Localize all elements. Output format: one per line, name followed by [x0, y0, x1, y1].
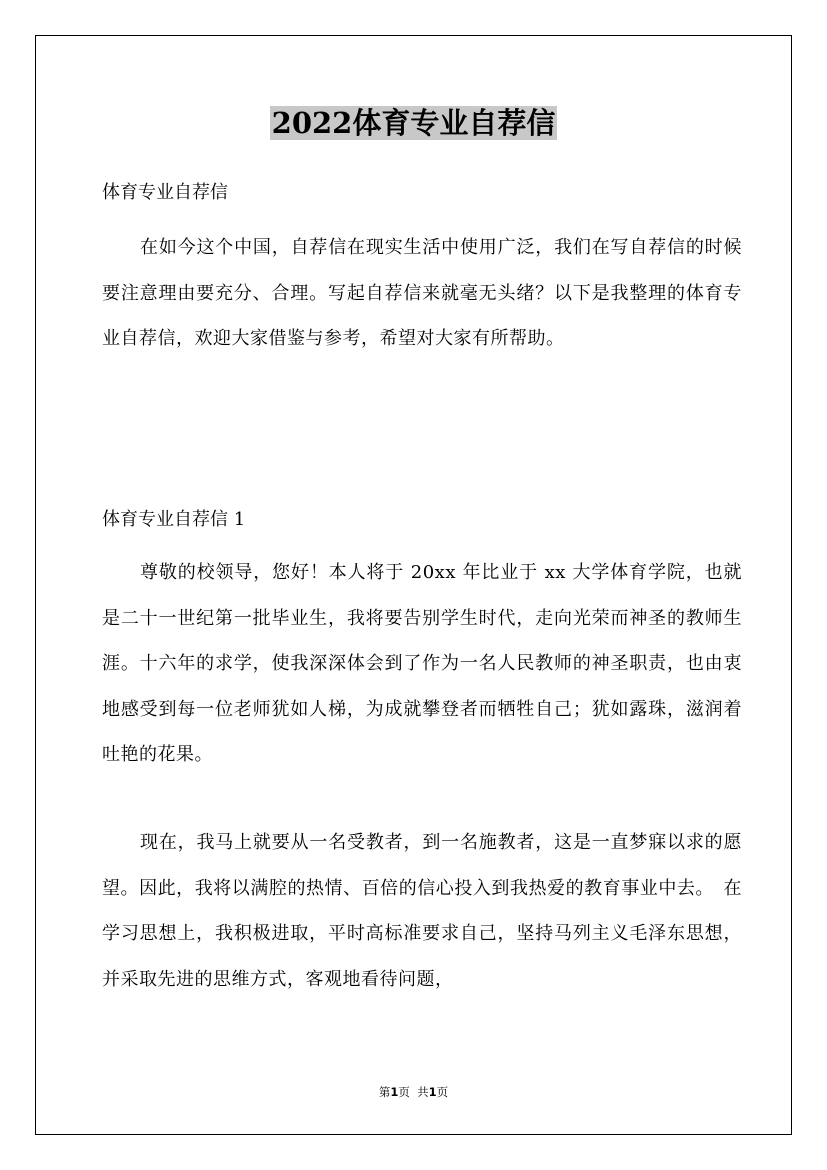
- body-paragraph-1: 尊敬的校领导，您好！本人将于 20xx 年比业于 xx 大学体育学院，也就是二十一世纪第一批毕业生，我将要告别学生时代，走向光荣而神圣的教师生涯。十六年的求学，使我深深体会到了作为一名人民教师的神圣职责，也由衷地感受到每一位老师犹如人梯，为成就攀登者而牺牲自己；犹如露珠，滋润着吐艳的花果。: [102, 562, 742, 765]
- intro-paragraph: 在如今这个中国，自荐信在现实生活中使用广泛，我们在写自荐信的时候要注意理由要充分、合理。写起自荐信来就毫无头绪？以下是我整理的体育专业自荐信，欢迎大家借鉴与参考，希望对大家有所帮助。: [102, 237, 742, 349]
- page-footer: [0, 1083, 827, 1101]
- document-title-text: 2022体育专业自荐信: [271, 106, 556, 140]
- footer-total-prefix: 共: [417, 1085, 429, 1099]
- section-heading: 体育专业自荐信 1: [102, 509, 246, 530]
- footer-page-current: 1: [390, 1085, 399, 1099]
- body-paragraph-2: 现在，我马上就要从一名受教者，到一名施教者，这是一直梦寐以求的愿望。因此，我将以满腔的热情、百倍的信心投入到我热爱的教育事业中去。 在学习思想上，我积极进取，平时高标准要求自己，坚持马列主义毛泽东思想，并采取先进的思维方式，客观地看待问题，: [102, 832, 742, 990]
- footer-page-total: 1: [428, 1085, 437, 1099]
- document-subtitle: 体育专业自荐信: [102, 182, 228, 203]
- footer-total-unit: 页: [436, 1085, 449, 1099]
- footer-page-unit: 页: [398, 1085, 410, 1099]
- footer-page-prefix: 第: [378, 1085, 391, 1099]
- document-title: [0, 101, 827, 145]
